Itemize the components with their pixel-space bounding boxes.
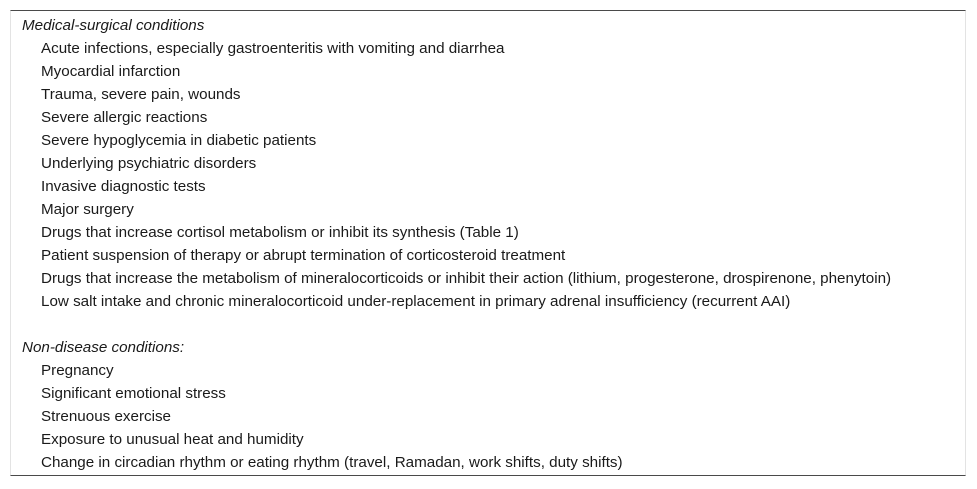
list-item: Drugs that increase cortisol metabolism or inhibit its synthesis (Table 1): [41, 224, 519, 241]
list-item: Pregnancy: [41, 362, 114, 379]
list-item: Severe hypoglycemia in diabetic patients: [41, 132, 317, 149]
list-item: Strenuous exercise: [41, 408, 172, 425]
conditions-table: [10, 10, 966, 476]
list-item: Drugs that increase the metabolism of mineralocorticoids or inhibit their action (lithium, progesterone, drospirenone, phenytoin): [41, 270, 892, 287]
section-heading-medical-surgical: Medical-surgical conditions: [22, 17, 205, 34]
list-item: Severe allergic reactions: [41, 109, 208, 126]
section-spacer: [22, 313, 965, 336]
list-item: Patient suspension of therapy or abrupt termination of corticosteroid treatment: [41, 247, 566, 264]
list-item: Invasive diagnostic tests: [41, 178, 206, 195]
list-item: Change in circadian rhythm or eating rhythm (travel, Ramadan, work shifts, duty shifts): [41, 454, 623, 471]
list-item: Major surgery: [41, 201, 134, 218]
list-item: Underlying psychiatric disorders: [41, 155, 257, 172]
list-item: Trauma, severe pain, wounds: [41, 86, 241, 103]
list-item: Myocardial infarction: [41, 63, 181, 80]
list-item: Significant emotional stress: [41, 385, 226, 402]
table-content: [22, 14, 965, 474]
list-item: Exposure to unusual heat and humidity: [41, 431, 304, 448]
section-heading-non-disease: Non-disease conditions:: [22, 339, 185, 356]
list-item: Low salt intake and chronic mineralocorticoid under-replacement in primary adrenal insufficiency (recurrent AAI): [41, 293, 791, 310]
list-item: Acute infections, especially gastroenteritis with vomiting and diarrhea: [41, 40, 505, 57]
